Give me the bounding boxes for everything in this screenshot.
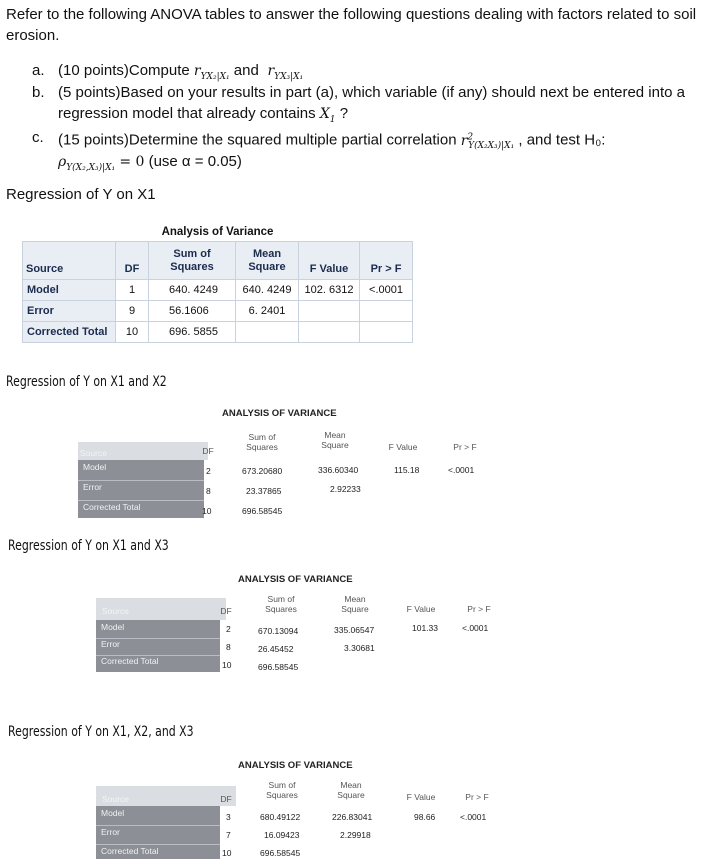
header-sum-of-squares: Sum of Squares	[149, 242, 236, 280]
header-f-value: F Value	[388, 442, 418, 452]
intro-text: Refer to the following ANOVA tables to answer the following questions dealing with factors related to soil erosion.	[6, 6, 697, 44]
question-a-and: and	[233, 62, 259, 79]
section-title-1: Regression of Y on X1	[6, 186, 156, 203]
header-sum-of-squares: Sum of Squares	[266, 780, 298, 800]
table-caption: ANALYSIS OF VARIANCE	[238, 760, 353, 771]
table-row-source: Model	[96, 622, 220, 639]
math-eq-zero: = 0	[119, 154, 145, 170]
header-pr-f: Pr > F	[360, 242, 413, 280]
anova-table-1	[22, 223, 413, 343]
header-source: Source	[102, 794, 129, 804]
question-c-after: , and test H₀:	[518, 131, 606, 149]
question-b-label: b.	[32, 84, 45, 101]
table-row-source: Model	[78, 462, 204, 481]
math-r-yx2-x1: $r_{YX_2|X_1}$	[193, 63, 230, 82]
header-pr-f: Pr > F	[465, 792, 489, 802]
math-r2-partial: $r^2_{Y(X_2X_3)|X_1}$	[460, 132, 515, 152]
table-row-source: Error	[96, 639, 220, 656]
table-row-source: Model	[96, 808, 220, 826]
header-f-value: F Value	[406, 604, 436, 614]
question-b-text2: regression model that already contains	[58, 105, 316, 122]
header-f-value: F Value	[406, 792, 436, 802]
header-source: Source	[23, 242, 116, 280]
header-source: Source	[80, 448, 107, 458]
table-caption: ANALYSIS OF VARIANCE	[222, 408, 337, 419]
section-title-4: Regression of Y on X1, X2, and X3	[8, 724, 194, 740]
section-title-3: Regression of Y on X1 and X3	[8, 538, 169, 554]
anova-table-3: ANALYSIS OF VARIANCE Source DF Sum of Squares Mean Square F Value Pr > F Model Error Corrected Total 2 8 10 670.13094 26.45452 696.58545 335.06547 3.30681 101.33 <.0001	[0, 566, 711, 676]
header-sum-of-squares: Sum of Squares	[246, 432, 278, 452]
table-caption: Analysis of Variance	[161, 226, 274, 238]
math-r-yx3-x1: $r_{YX_3|X_1}$	[267, 63, 304, 82]
header-pr-f: Pr > F	[453, 442, 477, 452]
anova-table-4: ANALYSIS OF VARIANCE Source DF Sum of Squares Mean Square F Value Pr > F Model Error Corrected Total 3 7 10 680.49122 16.09423 696.58545 226.83041 2.29918 98.66 <.0001	[0, 752, 711, 859]
header-mean-square: Mean Square	[321, 430, 349, 450]
table-row-source: Corrected Total	[101, 656, 159, 666]
table-row: Corrected Total 10 696. 5855	[23, 322, 413, 343]
table-row-source: Error	[78, 482, 204, 501]
header-df: DF	[220, 606, 232, 616]
header-sum-of-squares: Sum of Squares	[265, 594, 297, 614]
question-b-end: ?	[339, 105, 349, 122]
question-b-text: (5 points)Based on your results in part (a), which variable (if any) should next be entered into a	[58, 84, 685, 101]
header-df: DF	[220, 794, 232, 804]
header-source: Source	[102, 606, 129, 616]
table-row: Error 9 56.1606 6. 2401	[23, 301, 413, 322]
question-c-alpha: (use α = 0.05)	[148, 153, 242, 170]
table-row-source: Corrected Total	[83, 502, 141, 512]
table-caption: ANALYSIS OF VARIANCE	[238, 574, 353, 585]
question-c-text: (15 points)Determine the squared multiple partial correlation	[58, 131, 457, 149]
header-mean-square: Mean Square	[236, 242, 299, 280]
header-f-value: F Value	[299, 242, 360, 280]
question-a-text: (10 points)Compute	[58, 62, 190, 79]
question-c-label: c.	[32, 129, 44, 146]
header-df: DF	[202, 446, 214, 456]
header-mean-square: Mean Square	[341, 594, 369, 614]
table-row: Model 1 640. 4249 640. 4249 102. 6312 <.0001	[23, 280, 413, 301]
table-row-source: Error	[96, 827, 220, 845]
header-mean-square: Mean Square	[337, 780, 365, 800]
anova-table-2: ANALYSIS OF VARIANCE Source DF Sum of Squares Mean Square F Value Pr > F Model Error Corrected Total 2 8 10 673.20680 23.37865 696.58545 336.60340 2.92233 115.18 <.0001	[0, 400, 711, 525]
math-rho: $\rho_{Y(X_2,X_3)|X_1}$	[58, 154, 116, 173]
table-row-source: Corrected Total	[101, 846, 159, 856]
math-x1: $X_1$	[319, 106, 336, 125]
header-pr-f: Pr > F	[467, 604, 491, 614]
header-df: DF	[116, 242, 149, 280]
section-title-2: Regression of Y on X1 and X2	[6, 374, 167, 390]
question-a-label: a.	[32, 62, 45, 79]
